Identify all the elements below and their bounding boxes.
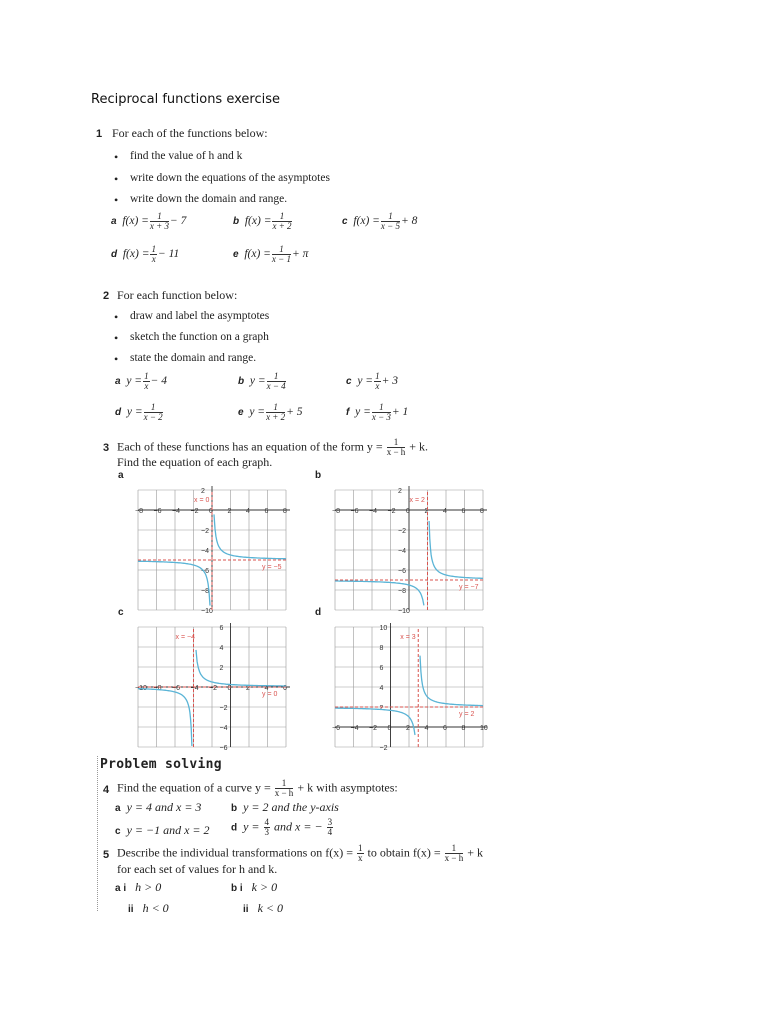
graph-svg: [325, 621, 495, 751]
graph-label: a: [118, 470, 124, 481]
x-tick-label: 4: [443, 508, 447, 515]
q2-bullet-1: • draw and label the asymptotes: [130, 310, 269, 322]
problem-solving-rule: [97, 756, 99, 911]
horizontal-asymptote-label: y = −7: [459, 584, 479, 591]
q4-part-d: d y = $\frac{4}{3}$ and x = − $\frac{3}{4}$: [231, 817, 333, 837]
q2-part-b: b y = $\frac{1}{x - 4}$: [238, 371, 286, 391]
graph-label: d: [315, 607, 322, 618]
y-tick-label: −2: [398, 528, 406, 535]
graph-svg: [128, 621, 298, 751]
q3-number: 3: [103, 442, 110, 454]
x-tick-label: 0: [227, 685, 232, 692]
x-tick-label: −6: [350, 508, 359, 515]
q4-part-c: c y = −1 and x = 2: [115, 823, 210, 837]
x-tick-label: 8: [283, 508, 287, 515]
q2-part-e: e y = $\frac{1}{x + 2}$ + 5: [238, 402, 303, 422]
curve-right-branch: [196, 650, 286, 686]
y-tick-label: −2: [201, 528, 209, 535]
x-tick-label: −2: [209, 685, 217, 692]
x-tick-label: −2: [387, 508, 396, 515]
q4-part-a: a y = 4 and x = 3: [115, 800, 202, 814]
q5-part-a-i: a i h > 0: [115, 880, 162, 894]
q5-number: 5: [103, 849, 110, 861]
y-tick-label: −2: [379, 745, 388, 751]
q2-intro: For each function below:: [117, 288, 238, 302]
q2-number: 2: [103, 290, 110, 302]
graph-d: [315, 607, 488, 751]
q1-part-a: a f(x) = $\frac{1}{x + 3}$ − 7: [111, 211, 187, 231]
q1-part-d: d f(x) = $\frac{1}{x}$ − 11: [111, 244, 180, 264]
x-tick-label: −8: [135, 508, 143, 515]
graph-label: c: [118, 607, 124, 618]
q5-part-a-ii: ii h < 0: [128, 901, 169, 915]
curve-left-branch: [138, 689, 192, 746]
x-tick-label: 10: [480, 725, 488, 732]
x-tick-label: 2: [246, 685, 250, 692]
y-tick-label: 8: [379, 645, 384, 652]
x-tick-label: −4: [190, 685, 199, 692]
y-tick-label: −4: [201, 548, 209, 555]
x-tick-label: 4: [246, 508, 250, 515]
x-tick-label: 0: [209, 508, 213, 515]
x-tick-label: −6: [332, 725, 340, 732]
x-tick-label: 2: [227, 508, 232, 515]
x-tick-label: 4: [264, 685, 269, 692]
graph-a: [118, 470, 287, 614]
horizontal-asymptote-label: y = −5: [262, 564, 282, 571]
q1-part-b: b f(x) = $\frac{1}{x + 2}$: [233, 211, 292, 231]
q2-bullet-2: • sketch the function on a graph: [130, 331, 269, 343]
y-tick-label: 2: [379, 705, 384, 712]
q1-bullet-3: • write down the domain and range.: [130, 193, 287, 205]
y-tick-label: −8: [201, 588, 209, 595]
x-tick-label: 8: [480, 508, 484, 515]
q1-part-c: c f(x) = $\frac{1}{x - 5}$ + 8: [342, 211, 418, 231]
y-tick-label: 6: [379, 665, 384, 672]
q5-line1: Describe the individual transformations on f(x) = $\frac{1}{x}$ to obtain f(x) = $\frac{1}{x - h}$ + k: [117, 843, 483, 863]
y-tick-label: 6: [219, 625, 224, 632]
x-tick-label: 0: [387, 725, 392, 732]
curve-right-branch: [214, 514, 286, 558]
q5-line2: for each set of values for h and k.: [117, 862, 278, 876]
page-title: Reciprocal functions exercise: [91, 92, 280, 107]
y-tick-label: 2: [219, 665, 224, 672]
q4-number: 4: [103, 784, 110, 796]
graph-svg: [128, 484, 298, 614]
graph-c: [118, 607, 287, 751]
y-tick-label: 4: [379, 685, 384, 692]
q4-line1: Find the equation of a curve y = $\frac{1}{x - h}$ + k with asymptotes:: [117, 778, 398, 798]
vertical-asymptote-label: x = 2: [409, 497, 425, 504]
q2-part-d: d y = $\frac{1}{x - 2}$: [115, 402, 163, 422]
q1-part-e: e f(x) = $\frac{1}{x - 1}$ + π: [233, 244, 309, 264]
x-tick-label: 2: [406, 725, 410, 732]
x-tick-label: −8: [153, 685, 162, 692]
x-tick-label: 6: [443, 725, 447, 732]
y-tick-label: 10: [379, 625, 388, 632]
q2-part-c: c y = $\frac{1}{x}$ + 3: [346, 371, 398, 391]
x-tick-label: 2: [424, 508, 429, 515]
y-tick-label: 2: [398, 488, 402, 495]
x-tick-label: 6: [461, 508, 466, 515]
x-tick-label: −2: [369, 725, 377, 732]
graph-label: b: [315, 470, 322, 481]
y-tick-label: −6: [201, 568, 209, 575]
y-tick-label: −6: [219, 745, 228, 751]
x-tick-label: −10: [135, 685, 147, 692]
curve-left-branch: [138, 561, 210, 605]
q1-number: 1: [96, 128, 103, 140]
x-tick-label: −2: [190, 508, 199, 515]
x-tick-label: 6: [283, 685, 287, 692]
horizontal-asymptote-label: y = 2: [459, 711, 475, 718]
curve-left-branch: [335, 581, 424, 605]
curve-right-branch: [420, 656, 483, 706]
x-tick-label: 8: [461, 725, 466, 732]
x-tick-label: 0: [406, 508, 410, 515]
vertical-asymptote-label: x = 0: [194, 497, 210, 504]
x-tick-label: 6: [264, 508, 269, 515]
x-tick-label: −8: [332, 508, 340, 515]
q1-bullet-1: • find the value of h and k: [130, 150, 242, 162]
graph-svg: [325, 484, 495, 614]
q5-part-b-ii: ii k < 0: [243, 901, 283, 915]
horizontal-asymptote-label: y = 0: [262, 691, 278, 698]
y-tick-label: −4: [219, 725, 228, 732]
q2-part-f: f y = $\frac{1}{x - 3}$ + 1: [346, 402, 409, 422]
y-tick-label: −2: [219, 705, 228, 712]
y-tick-label: −10: [398, 608, 410, 614]
x-tick-label: −4: [369, 508, 377, 515]
graph-b: [315, 470, 484, 614]
q1-intro: For each of the functions below:: [112, 126, 268, 140]
q4-part-b: b y = 2 and the y-axis: [231, 800, 339, 814]
vertical-asymptote-label: x = −4: [175, 634, 195, 641]
x-tick-label: −4: [172, 508, 180, 515]
y-tick-label: −4: [398, 548, 406, 555]
q3-line2: Find the equation of each graph.: [117, 455, 273, 469]
y-tick-label: −6: [398, 568, 406, 575]
vertical-asymptote-label: x = 3: [400, 634, 416, 641]
q1-bullet-2: • write down the equations of the asymptotes: [130, 172, 330, 184]
y-tick-label: 4: [219, 645, 224, 652]
y-tick-label: −8: [398, 588, 406, 595]
q3-line1: Each of these functions has an equation of the form y = $\frac{1}{x - h}$ + k.: [117, 437, 429, 457]
x-tick-label: −6: [172, 685, 180, 692]
q5-part-b-i: b i k > 0: [231, 880, 278, 894]
problem-solving-heading: Problem solving: [100, 757, 222, 772]
q2-part-a: a y = $\frac{1}{x}$ − 4: [115, 371, 167, 391]
x-tick-label: −6: [153, 508, 162, 515]
q2-bullet-3: • state the domain and range.: [130, 352, 256, 364]
x-tick-label: 4: [424, 725, 429, 732]
y-tick-label: 2: [201, 488, 205, 495]
x-tick-label: −4: [350, 725, 359, 732]
y-tick-label: −10: [201, 608, 213, 614]
